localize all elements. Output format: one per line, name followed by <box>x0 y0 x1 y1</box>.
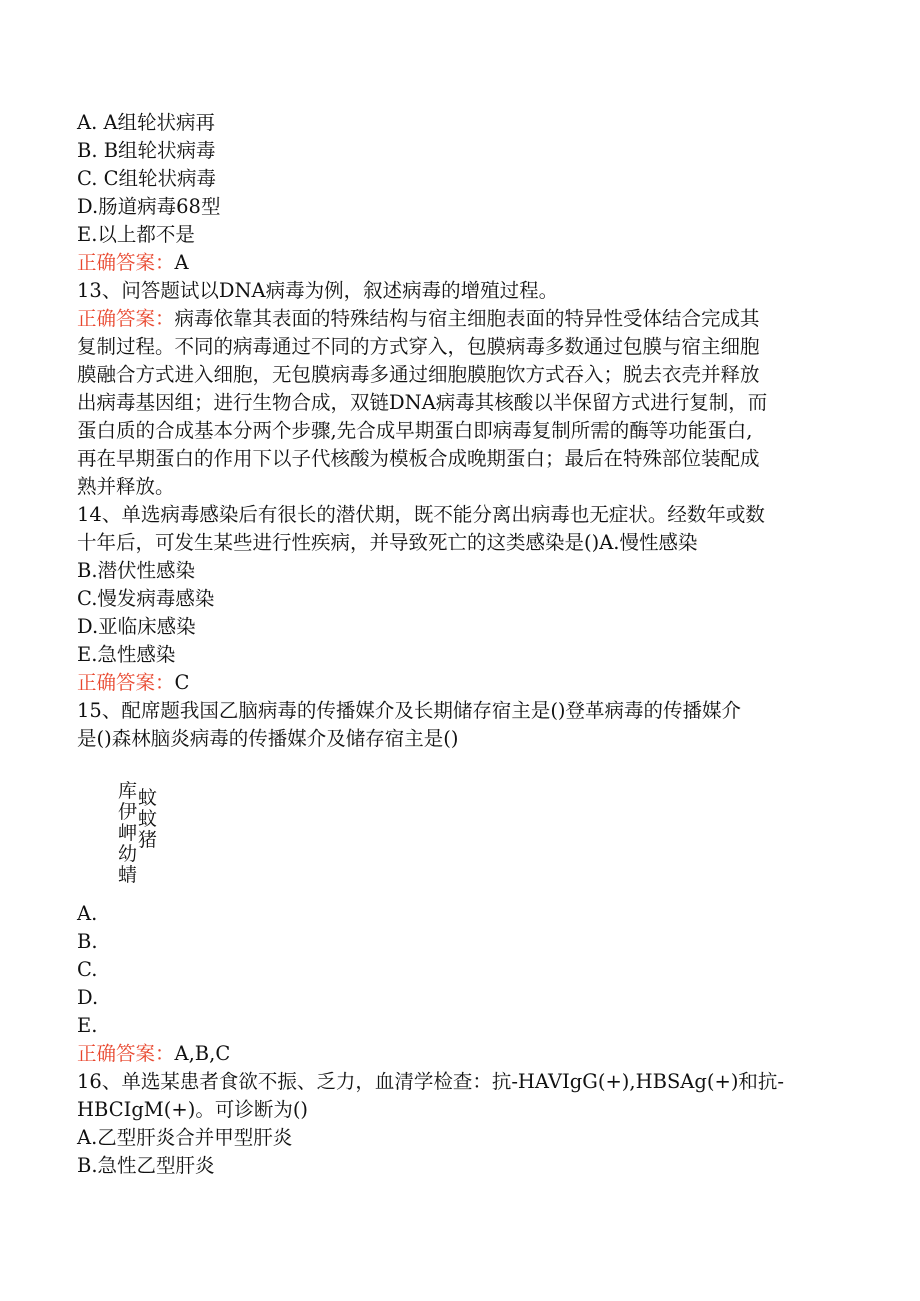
option-a: A. A组轮状病再 <box>77 111 216 134</box>
question-13: 13、问答题试以DNA病毒为例，叙述病毒的增殖过程。 <box>77 279 559 302</box>
answer-line <box>77 249 189 277</box>
option-b: B.急性乙型肝炎 <box>77 1154 215 1177</box>
figure-char: 库 <box>118 780 138 802</box>
question-16: 16、单选某患者食欲不振、乏力，血清学检查：抗-HAVIgG(+),HBSAg(+)和抗- <box>77 1070 785 1093</box>
answer-label: 正确答案： <box>77 307 175 330</box>
option-a: A. <box>77 902 98 925</box>
answer-line <box>77 669 189 697</box>
option-d: D.亚临床感染 <box>77 615 196 638</box>
answer-text: 复制过程。不同的病毒通过不同的方式穿入，包膜病毒多数通过包膜与宿主细胞 <box>77 335 760 358</box>
option-c: C. C组轮状病毒 <box>77 167 217 190</box>
figure-char: 蚊 <box>138 787 158 809</box>
figure-char: 猪 <box>138 829 158 851</box>
answer-value: C <box>174 671 190 694</box>
figure-char: 蜻 <box>118 864 138 886</box>
figure-char: 伊 <box>118 801 138 823</box>
option-c: C.慢发病毒感染 <box>77 587 215 610</box>
option-e: E.急性感染 <box>77 643 176 666</box>
answer-label: 正确答案： <box>77 671 175 694</box>
option-d: D.肠道病毒68型 <box>77 195 221 218</box>
answer-value: A <box>174 251 189 274</box>
option-b: B.潜伏性感染 <box>77 559 196 582</box>
question-15-cont: 是()森林脑炎病毒的传播媒介及储存宿主是() <box>77 727 459 750</box>
figure-char: 幼 <box>118 843 138 865</box>
option-b: B. <box>77 930 98 953</box>
question-16-cont: HBCIgM(+)。可诊断为() <box>77 1098 309 1121</box>
answer-label: 正确答案： <box>77 251 175 274</box>
answer-label: 正确答案： <box>77 1042 175 1065</box>
answer-text: 再在早期蛋白的作用下以子代核酸为模板合成晚期蛋白；最后在特殊部位装配成 <box>77 447 760 470</box>
option-e: E. <box>77 1014 98 1037</box>
option-e: E.以上都不是 <box>77 223 195 246</box>
answer-value: A,B,C <box>174 1042 231 1065</box>
answer-text: 出病毒基因组；进行生物合成，双链DNA病毒其核酸以半保留方式进行复制，而 <box>77 391 768 414</box>
option-c: C. <box>77 958 98 981</box>
option-b: B. B组轮状病毒 <box>77 139 216 162</box>
question-14: 14、单选病毒感染后有很长的潜伏期，既不能分离出病毒也无症状。经数年或数 <box>77 503 765 526</box>
answer-text: 膜融合方式进入细胞，无包膜病毒多通过细胞膜胞饮方式吞入；脱去衣壳并释放 <box>77 363 760 386</box>
answer-line <box>77 305 760 333</box>
question-15: 15、配席题我国乙脑病毒的传播媒介及长期储存宿主是()登革病毒的传播媒介 <box>77 699 742 722</box>
figure-char: 岬 <box>118 822 138 844</box>
answer-text: 熟并释放。 <box>77 475 175 498</box>
answer-text: 病毒依靠其表面的特殊结构与宿主细胞表面的特异性受体结合完成其 <box>174 307 760 330</box>
answer-text: 蛋白质的合成基本分两个步骤,先合成早期蛋白即病毒复制所需的酶等功能蛋白, <box>77 419 753 442</box>
figure-char: 蚊 <box>138 808 158 830</box>
option-a: A.乙型肝炎合并甲型肝炎 <box>77 1126 293 1149</box>
option-d: D. <box>77 986 99 1009</box>
question-14-cont: 十年后，可发生某些进行性疾病，并导致死亡的这类感染是()A.慢性感染 <box>77 531 698 554</box>
answer-line <box>77 1040 230 1068</box>
